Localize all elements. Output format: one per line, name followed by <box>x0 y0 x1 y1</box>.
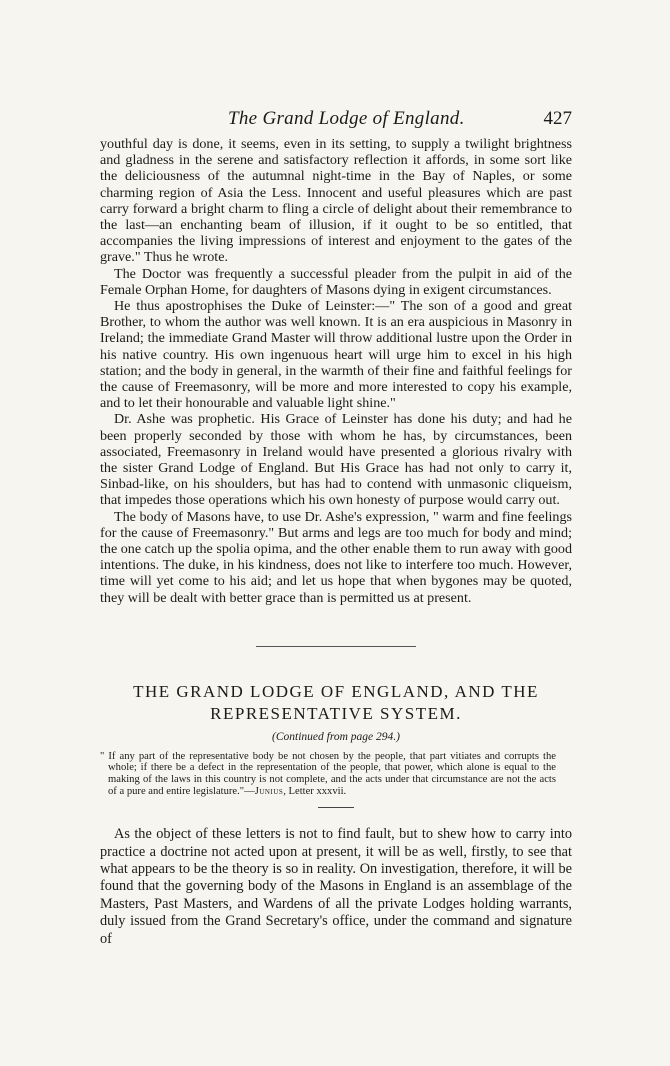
page-header <box>100 108 572 136</box>
article-title-line2: REPRESENTATIVE SYSTEM. <box>210 703 462 723</box>
article-title-line1: THE GRAND LODGE OF ENGLAND, AND THE <box>133 681 539 701</box>
epigraph-divider <box>318 807 354 808</box>
article-body <box>100 826 572 948</box>
epigraph-text: " If any part of the representative body be not chosen by the people, that part vitiates and corrupts the whole; if there be a defect in the representation of the people, that power, which alone is equal to the making of the laws in this country is not complete, and the acts under that circumstance are not the acts of a pure and entire legislature."— <box>100 750 556 797</box>
section-divider <box>256 646 416 647</box>
paragraph: The Doctor was frequently a successful pleader from the pulpit in aid of the Female Orphan Home, for daughters of Masons dying in exigent circumstances. <box>100 265 572 298</box>
paragraph: As the object of these letters is not to find fault, but to shew how to carry into practice a doctrine not acted upon at present, it will be as well, firstly, to see that what appears to be the theory is so in reality. On investigation, therefore, it will be found that the governing body of the Masons in England is an assemblage of the Masters, Past Masters, and Wardens of all the private Lodges holding warrants, duly issued from the Grand Secretary's office, under the command and signature of <box>100 826 572 947</box>
page-number: 427 <box>543 108 572 129</box>
epigraph-author: Junius <box>254 785 284 797</box>
section-continuation <box>100 136 572 606</box>
paragraph: youthful day is done, it seems, even in its setting, to supply a twilight brightness and gladness in the serene and satisfactory reflection it affords, in some sort like the deliciousness of the autumnal night-time in the Bay of Naples, or some charming region of Asia the Less. Innocent and useful pleasures which are past carry forward a bright charm to fling a circle of delight about their remembrance to the last—an enchanting beam of illusion, if it ought to be so entitled, that accompanies the living impressions of interest and enjoyment to the gates of the grave." Thus he wrote. <box>100 136 572 266</box>
running-title: The Grand Lodge of England. <box>228 108 465 129</box>
continued-note: (Continued from page 294.) <box>272 730 400 743</box>
paragraph: He thus apostrophises the Duke of Leinster:—" The son of a good and great Brother, to whom the author was well known. It is an era auspicious in Masonry in Ireland; the immediate Grand Master will throw additional lustre upon the Order in his native country. His own ingenuous heart will urge him to excel in his high station; and the body in general, in the warmth of their fine and faithful feelings for the cause of Freemasonry, will be more and more interested to copy his example, and to let their honourable and valuable light shine." <box>100 298 572 412</box>
page <box>100 108 572 948</box>
epigraph <box>100 751 556 797</box>
paragraph: The body of Masons have, to use Dr. Ashe's expression, " warm and fine feelings for the cause of Freemasonry." But arms and legs are too much for body and mind; the one catch up the spolia opima, and the other enable them to run away with good intentions. The duke, in his kindness, does not like to interfere too much. However, time will yet come to his aid; and let us hope that when bygones may be quoted, they will be dealt with better grace than is permitted us at present. <box>100 508 572 606</box>
paragraph: Dr. Ashe was prophetic. His Grace of Leinster has done his duty; and had he been properly seconded by those with whom he has, by circumstances, been associated, Freemasonry in Ireland would have presented a glorious rivalry with the sister Grand Lodge of England. But His Grace has had not only to carry it, Sinbad-like, on his shoulders, but has had to contend with unmasonic cliqueism, that impedes those operations which his own honesty of purpose would carry out. <box>100 411 572 509</box>
epigraph-source: , Letter xxxvii. <box>283 785 347 797</box>
